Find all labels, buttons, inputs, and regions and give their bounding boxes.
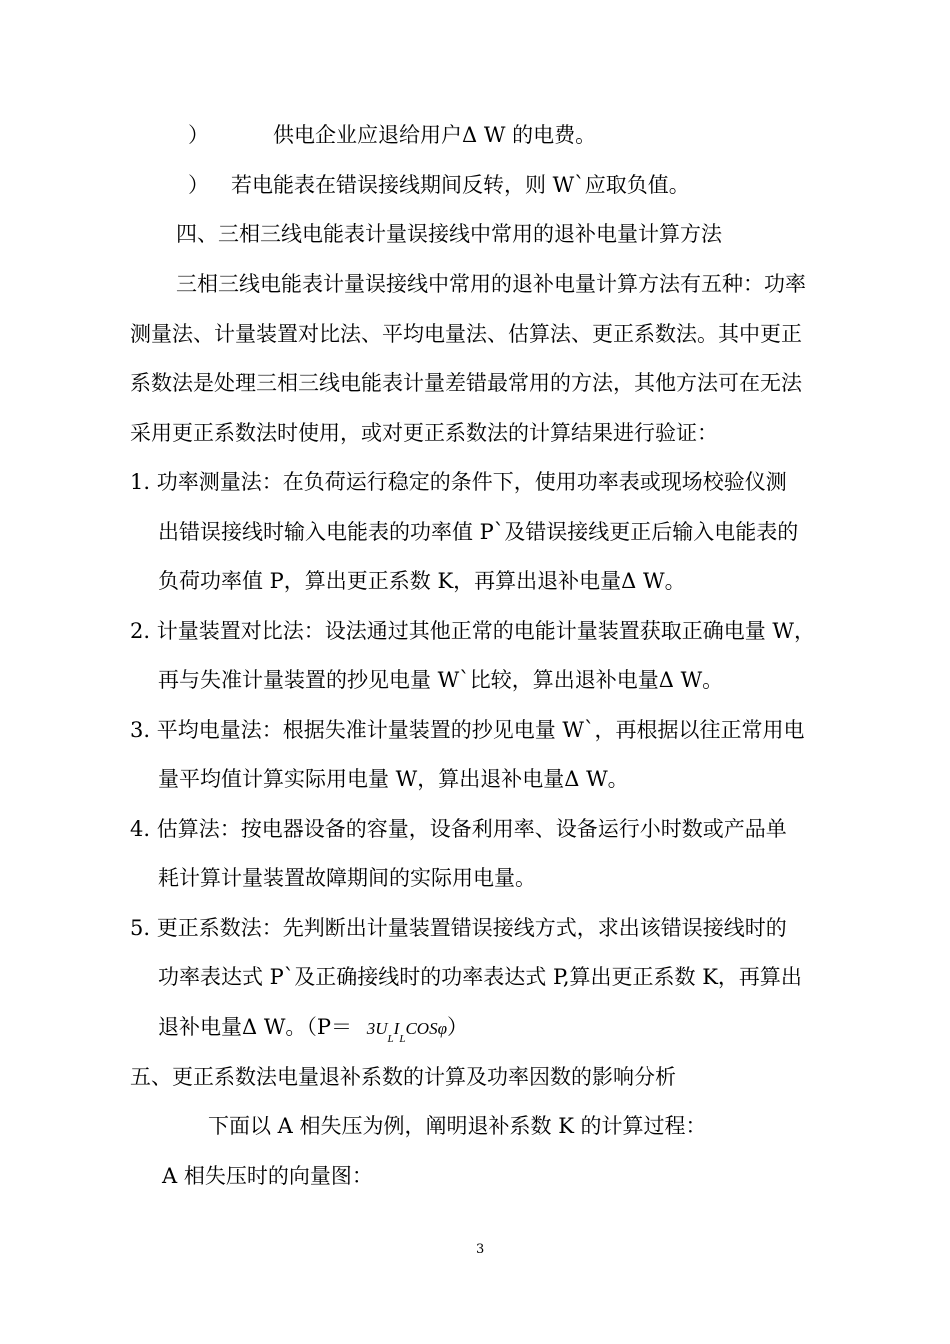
formula-part: COSφ bbox=[405, 1019, 447, 1038]
paragraph-line: 下面以 A 相失压为例，阐明退补系数 K 的计算过程： bbox=[208, 1114, 707, 1138]
paragraph-line: 系数法是处理三相三线电能表计量差错最常用的方法，其他方法可在无法 bbox=[130, 371, 802, 395]
list-item-1-cont: 负荷功率值 P，算出更正系数 K，再算出退补电量Δ W。 bbox=[158, 569, 686, 593]
paragraph-line: 采用更正系数法时使用，或对更正系数法的计算结果进行验证： bbox=[130, 421, 718, 445]
list-item-1-cont: 出错误接线时输入电能表的功率值 P`及错误接线更正后输入电能表的 bbox=[158, 520, 799, 544]
line-text: 若电能表在错误接线期间反转，则 W`应取负值。 bbox=[231, 173, 690, 197]
text-line-1 bbox=[188, 111, 597, 161]
list-item-2: 2. 计量装置对比法：设法通过其他正常的电能计量装置获取正确电量 W， bbox=[130, 619, 815, 643]
list-item-5-formula-line bbox=[158, 1003, 468, 1057]
text-line-2 bbox=[188, 161, 690, 211]
list-item-1: 1. 功率测量法：在负荷运行稳定的条件下，使用功率表或现场校验仪测 bbox=[130, 470, 787, 494]
formula-subscript: L bbox=[387, 1033, 394, 1045]
list-item-5: 5. 更正系数法：先判断出计量装置错误接线方式，求出该错误接线时的 bbox=[130, 916, 787, 940]
list-item-4: 4. 估算法：按电器设备的容量，设备利用率、设备运行小时数或产品单 bbox=[130, 817, 787, 841]
list-item-5-cont: 功率表达式 P`及正确接线时的功率表达式 P,算出更正系数 K，再算出 bbox=[158, 965, 802, 989]
paren: ） bbox=[188, 173, 209, 197]
list-item-3-cont: 量平均值计算实际用电量 W，算出退补电量Δ W。 bbox=[158, 767, 629, 791]
page-number: 3 bbox=[476, 1242, 485, 1257]
list-item-3: 3. 平均电量法：根据失准计量装置的抄见电量 W`，再根据以往正常用电 bbox=[130, 718, 805, 742]
line-text: 退补电量Δ W。（P＝ bbox=[158, 1015, 353, 1039]
paren: ） bbox=[188, 123, 209, 147]
power-formula bbox=[366, 1019, 447, 1045]
paragraph-line: 三相三线电能表计量误接线中常用的退补电量计算方法有五种：功率 bbox=[176, 272, 806, 296]
list-item-4-cont: 耗计算计量装置故障期间的实际用电量。 bbox=[158, 866, 536, 890]
formula-part: 3U bbox=[366, 1019, 388, 1038]
paragraph-line: A 相失压时的向量图： bbox=[162, 1164, 373, 1188]
section-heading-4: 四、三相三线电能表计量误接线中常用的退补电量计算方法 bbox=[176, 222, 722, 246]
line-text: 供电企业应退给用户Δ W 的电费。 bbox=[273, 123, 597, 147]
section-heading-5: 五、更正系数法电量退补系数的计算及功率因数的影响分析 bbox=[130, 1065, 676, 1089]
formula-part: I bbox=[393, 1019, 400, 1038]
paragraph-line: 测量法、计量装置对比法、平均电量法、估算法、更正系数法。其中更正 bbox=[130, 322, 802, 346]
list-item-2-cont: 再与失准计量装置的抄见电量 W`比较，算出退补电量Δ W。 bbox=[158, 668, 724, 692]
close-paren: ） bbox=[446, 1015, 468, 1039]
formula-subscript: L bbox=[399, 1033, 406, 1045]
